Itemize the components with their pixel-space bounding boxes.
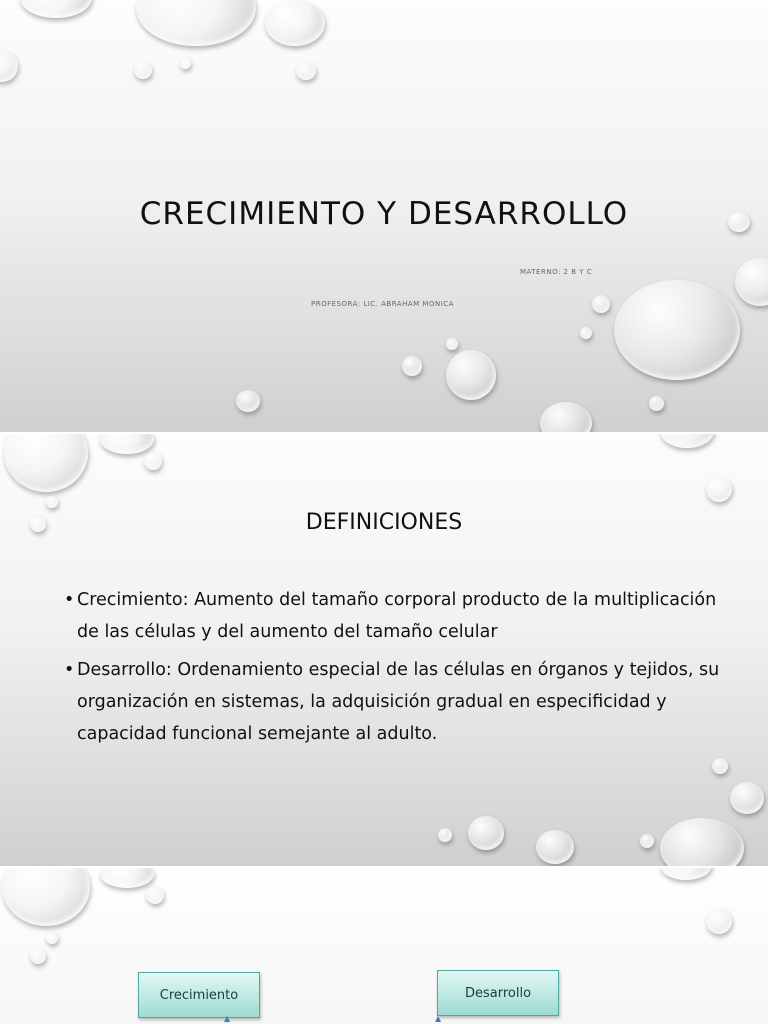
profesora-text: PROFESORA: LIC. ABRAHAM MONICA bbox=[311, 300, 454, 308]
water-drop bbox=[730, 782, 764, 814]
definiciones-title: DEFINICIONES bbox=[305, 510, 463, 535]
connector-arrow-icon: ▲ bbox=[435, 1014, 442, 1023]
definition-crecimiento: Crecimiento: Aumento del tamaño corporal producto de la multiplicación de las células y del aumento del tamaño celular bbox=[77, 590, 717, 642]
water-drop bbox=[468, 816, 504, 850]
water-drop bbox=[296, 62, 316, 80]
water-drop bbox=[402, 356, 422, 376]
connector-arrow-icon: ▲ bbox=[224, 1014, 231, 1023]
desarrollo-box bbox=[437, 970, 559, 1016]
slide-title-text: CRECIMIENTO Y DESARROLLO bbox=[139, 196, 629, 232]
water-drop bbox=[144, 452, 162, 470]
water-drop bbox=[0, 50, 18, 82]
water-drop bbox=[706, 476, 732, 502]
water-drop bbox=[180, 58, 191, 69]
water-drop bbox=[660, 868, 712, 880]
water-drop bbox=[706, 908, 732, 934]
crecimiento-box bbox=[138, 972, 260, 1018]
water-drop bbox=[660, 434, 714, 448]
water-drop bbox=[2, 868, 90, 926]
water-drop bbox=[614, 280, 740, 380]
water-drop bbox=[30, 948, 46, 964]
water-drop bbox=[265, 0, 325, 46]
water-drop bbox=[134, 61, 152, 79]
slide-definiciones bbox=[0, 434, 768, 866]
materno-text: MATERNO: 2 B Y C bbox=[520, 268, 593, 276]
bullet-icon: • bbox=[64, 660, 75, 680]
list-item bbox=[64, 654, 724, 750]
water-drop bbox=[649, 396, 664, 411]
water-drop bbox=[540, 402, 592, 432]
bullet-icon: • bbox=[64, 590, 75, 610]
water-drop bbox=[660, 818, 744, 866]
water-drop bbox=[4, 434, 88, 492]
water-drop bbox=[536, 830, 574, 864]
water-drop bbox=[136, 0, 256, 46]
list-item bbox=[64, 584, 724, 648]
water-drop bbox=[146, 886, 164, 904]
water-drop bbox=[100, 434, 154, 454]
water-drop bbox=[446, 350, 496, 400]
water-drop bbox=[236, 390, 260, 412]
water-drop bbox=[712, 758, 728, 774]
definitions-list bbox=[64, 584, 724, 756]
slide-diagram bbox=[0, 868, 768, 1024]
water-drop bbox=[580, 327, 592, 339]
water-drop bbox=[100, 868, 154, 888]
water-drop bbox=[592, 295, 610, 313]
definition-desarrollo: Desarrollo: Ordenamiento especial de las células en órganos y tejidos, su organización en sistemas, la adquisición gradual en especificidad y capacidad funcional semejante al adulto. bbox=[77, 660, 720, 744]
water-drop bbox=[438, 828, 452, 842]
water-drop bbox=[446, 338, 458, 350]
crecimiento-box-label: Crecimiento bbox=[159, 987, 239, 1003]
water-drop bbox=[640, 834, 654, 848]
water-drop bbox=[46, 932, 58, 944]
water-drop bbox=[735, 258, 768, 306]
water-drop bbox=[46, 496, 58, 508]
desarrollo-box-label: Desarrollo bbox=[464, 985, 532, 1001]
slide-title bbox=[0, 0, 768, 432]
water-drop bbox=[20, 0, 92, 18]
